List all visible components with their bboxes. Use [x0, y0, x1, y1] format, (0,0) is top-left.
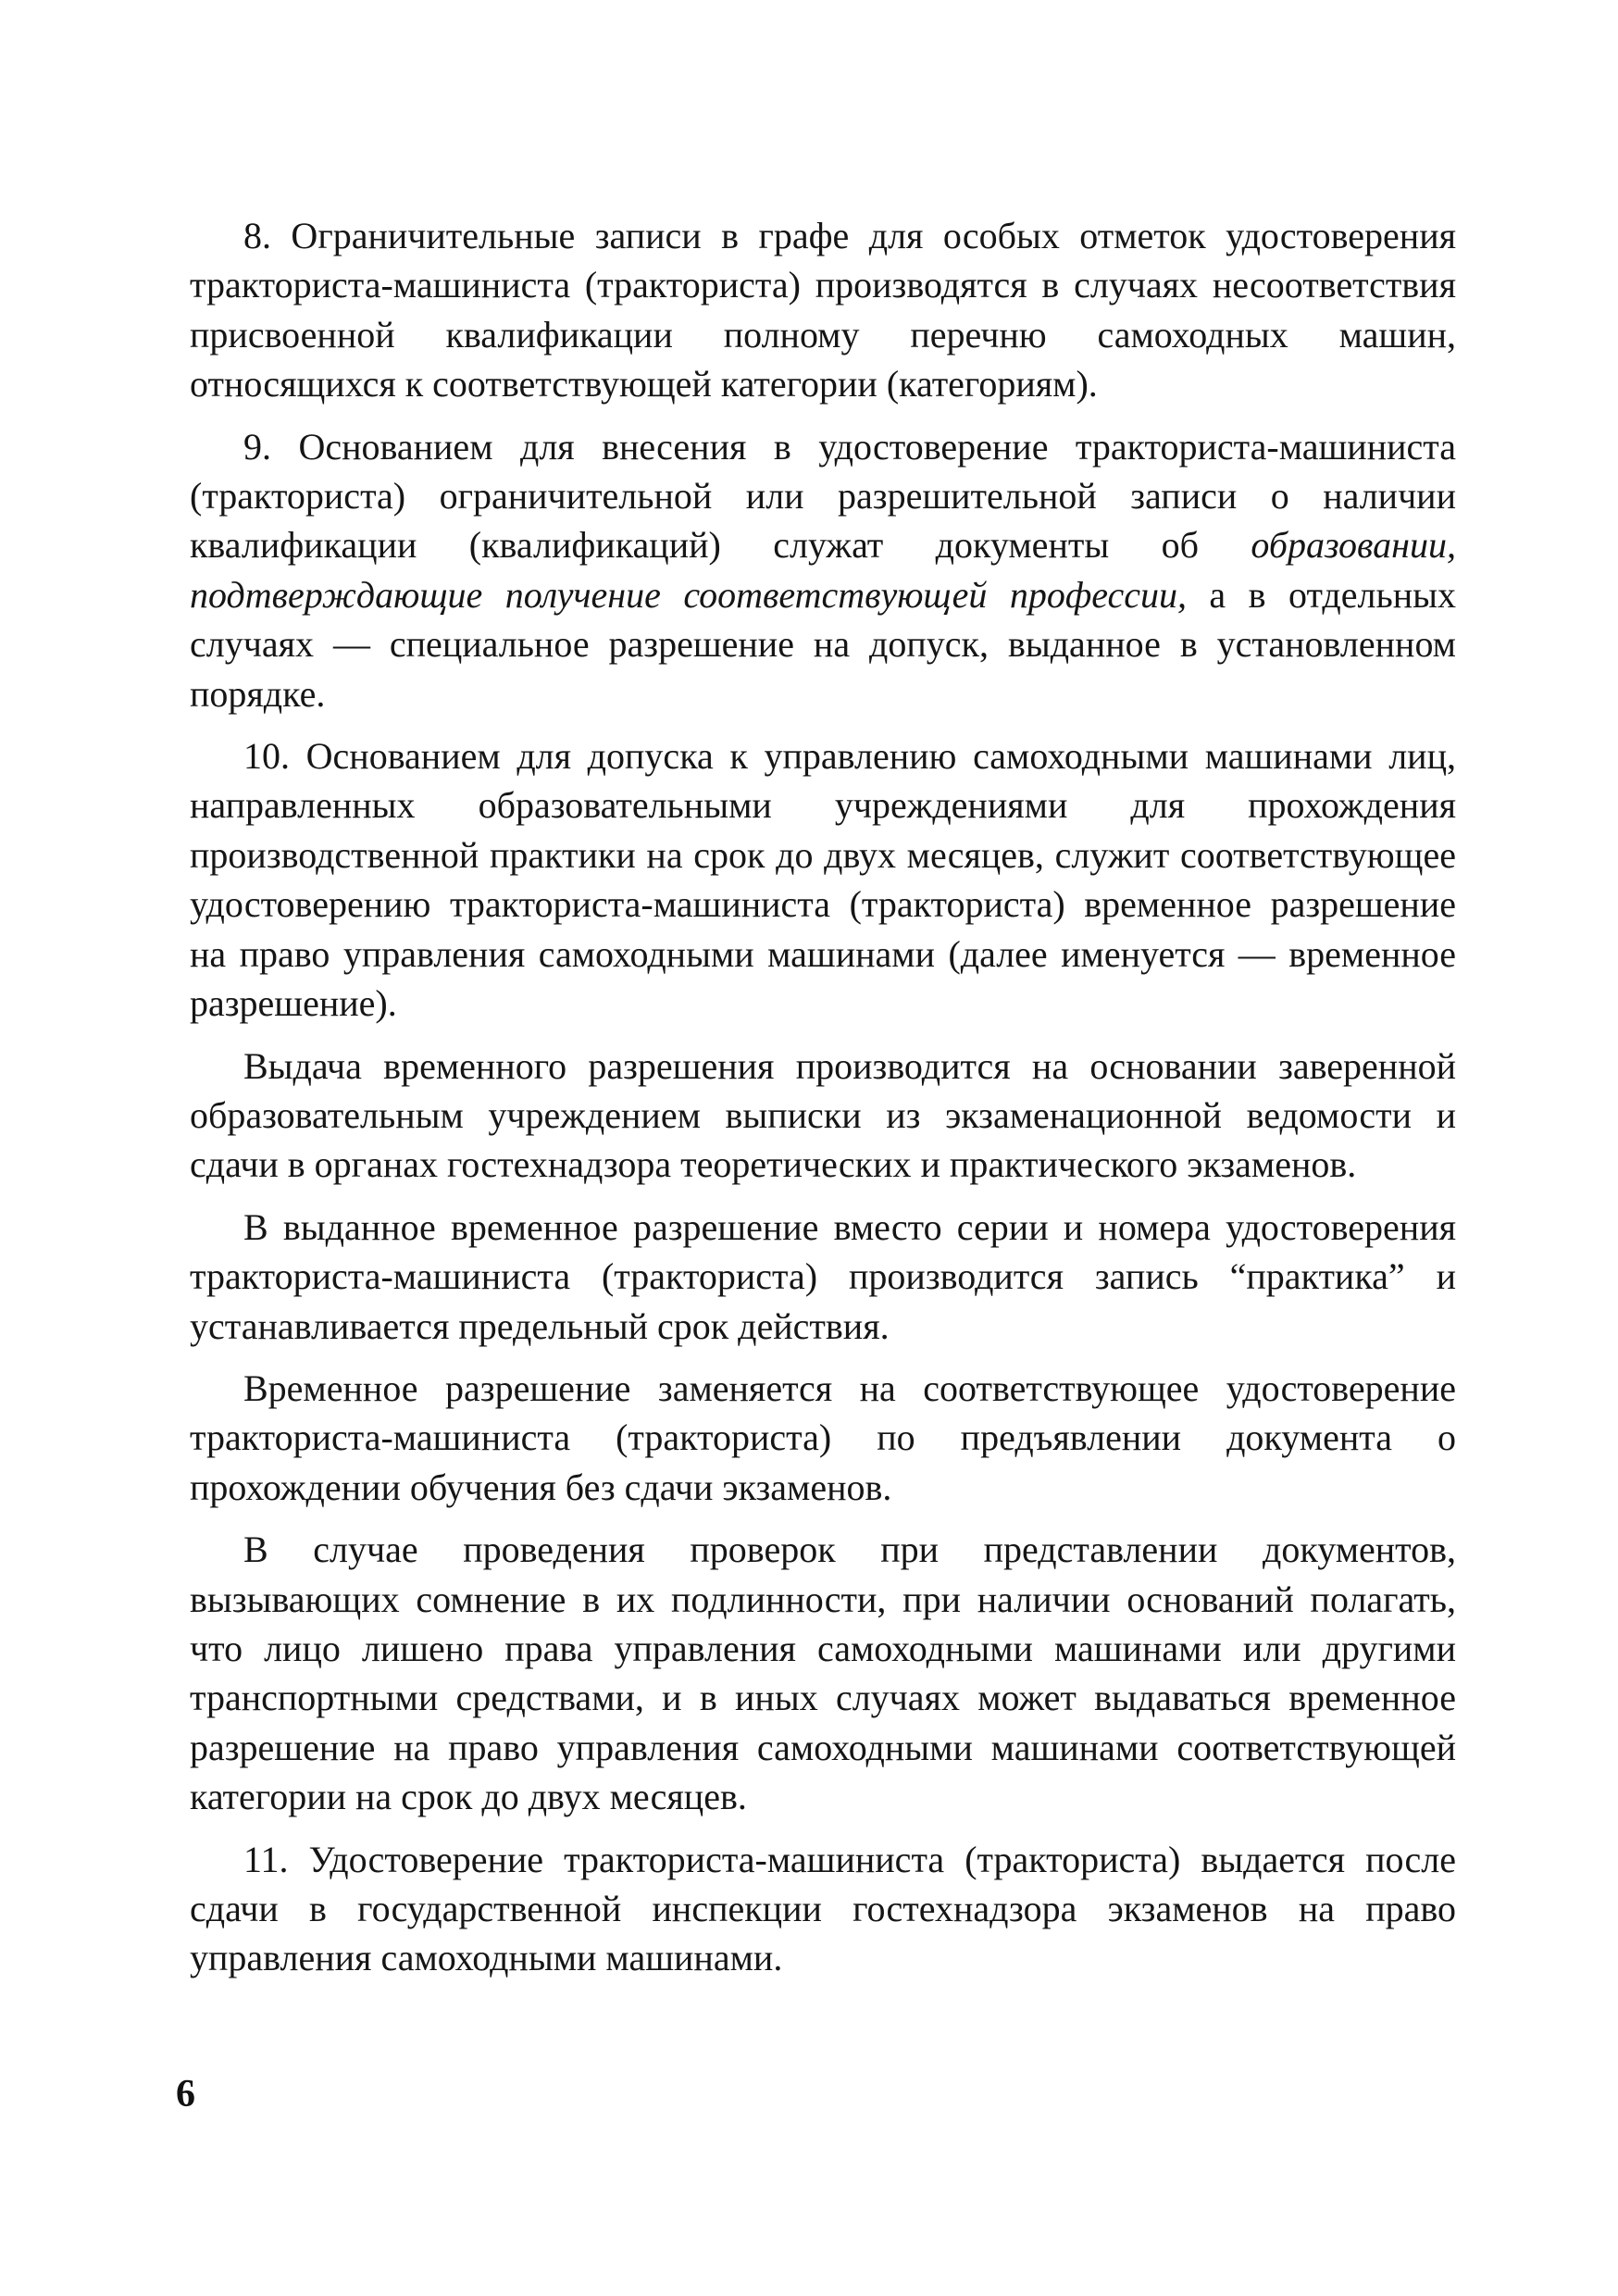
- page-number: 6: [176, 2073, 195, 2115]
- body-text: [190, 211, 1456, 1992]
- paragraph-10: [190, 731, 1456, 1028]
- paragraph-text: В случае проведения проверок при представлении документов, вызывающих сомнение в их подлинности, при наличии оснований полагать, что лицо лишено права управления самоходными машинами или другими транспортными средствами, и в иных случаях может выдаваться временное разрешение на право управления самоходными машинами соответствующей категории на срок до двух месяцев.: [190, 1529, 1456, 1818]
- paragraph-10-issue: [190, 1042, 1456, 1190]
- paragraph-text: 11. Удостоверение тракториста-машиниста (тракториста) выдается после сдачи в государственной инспекции гостехнадзора экзаменов на право управления самоходными машинами.: [190, 1838, 1456, 1979]
- paragraph-text: а в отдельных случаях — специальное разрешение на допуск, выданное в установленном порядке.: [190, 573, 1457, 715]
- paragraph-9: [190, 422, 1456, 718]
- paragraph-text: 9. Основанием для внесения в удостоверение тракториста-машиниста (тракториста) ограничительной или разрешительной записи о наличии квалификации (квалификаций) служат документы об: [190, 425, 1456, 567]
- paragraph-10-replace: [190, 1364, 1456, 1512]
- paragraph-11: [190, 1835, 1456, 1983]
- paragraph-text: Временное разрешение заменяется на соответствующее удостоверение тракториста-машиниста (тракториста) по предъявлении документа о прохождении обучения без сдачи экзаменов.: [190, 1366, 1456, 1508]
- paragraph-text: 8. Ограничительные записи в графе для особых отметок удостоверения тракториста-машиниста (тракториста) производятся в случаях несоответствия присвоенной квалификации полному перечню самоходных машин, относящихся к соответствующей категории (категориям).: [190, 215, 1456, 406]
- paragraph-text: 10. Основанием для допуска к управлению самоходными машинами лиц, направленных образовательными учреждениями для прохождения производственной практики на срок до двух месяцев, служит соответствующее удостоверению тракториста-машиниста (тракториста) временное разрешение на право управления самоходными машинами (далее именуется — временное разрешение).: [190, 735, 1456, 1025]
- paragraph-10-checks: [190, 1525, 1456, 1821]
- italic-phrase: образовании, подтверждающие получение соответствующей профессии,: [190, 524, 1456, 616]
- paragraph-text: Выдача временного разрешения производится на основании заверенной образовательным учреждением выписки из экзаменационной ведомости и сдачи в органах гостехнадзора теоретических и практического экзаменов.: [190, 1044, 1456, 1186]
- paragraph-10-record: [190, 1203, 1456, 1351]
- paragraph-text: В выданное временное разрешение вместо серии и номера удостоверения тракториста-машиниста (тракториста) производится запись “практика” и устанавливается предельный срок действия.: [190, 1205, 1456, 1347]
- paragraph-8: [190, 211, 1456, 409]
